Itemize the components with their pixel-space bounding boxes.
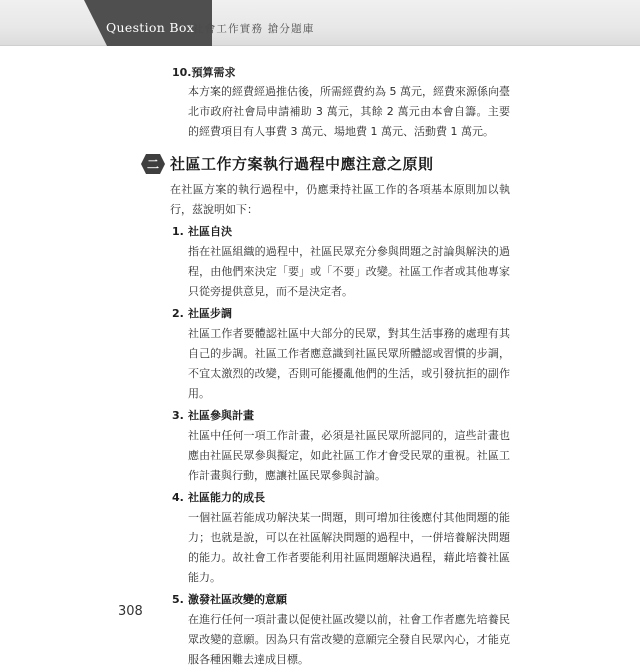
page-content (146, 64, 510, 670)
principle-number: 5. (172, 593, 184, 606)
principle-number: 3. (172, 409, 184, 422)
principle-number: 1. (172, 225, 184, 238)
budget-body: 本方案的經費經過推估後，所需經費約為 5 萬元，經費來源係向臺北市政府社會局申請補助 3 萬元，其餘 2 萬元由本會自籌。主要的經費項目有人事費 3 萬元、場地費 1 萬元、活動費 1 萬元。 (188, 85, 510, 138)
section-title: 社區工作方案執行過程中應注意之原則 (170, 155, 434, 173)
principle-title (172, 590, 510, 610)
principle-title-text: 社區步調 (188, 307, 232, 320)
book-title: 社會工作實務 搶分題庫 (193, 23, 315, 35)
principle-item (150, 406, 510, 486)
principle-item (150, 222, 510, 302)
page-number: 308 (118, 604, 143, 619)
header-divider (0, 45, 640, 46)
principle-number: 2. (172, 307, 184, 320)
section-badge-shape (141, 154, 165, 174)
section-lead: 在社區方案的執行過程中，仍應秉持社區工作的各項基本原則加以執行，茲說明如下： (170, 183, 510, 216)
principle-item (150, 590, 510, 670)
principle-title (172, 222, 510, 242)
principle-title (172, 488, 510, 508)
principle-body: 指在社區組織的過程中，社區民眾充分參與問題之討論與解決的過程，由他們來決定「要」或「不要」改變。社區工作者或其他專家只從旁提供意見，而不是決定者。 (188, 245, 510, 298)
principle-number: 4. (172, 491, 184, 504)
section-heading (146, 152, 510, 178)
principle-item (150, 488, 510, 588)
principle-body: 社區中任何一項工作計畫，必須是社區民眾所認同的，這些計畫也應由社區民眾參與擬定，如此社區工作才會受民眾的重視。社區工作計畫與行動，應讓社區民眾參與討論。 (188, 429, 510, 482)
section-number-badge (141, 154, 165, 174)
principle-title (172, 406, 510, 426)
principle-body: 社區工作者要體認社區中大部分的民眾，對其生活事務的處理有其自己的步調。社區工作者應意識到社區民眾所體認或習慣的步調，不宜太激烈的改變，否則可能擾亂他們的生活，或引發抗拒的副作用。 (188, 327, 510, 400)
principle-body: 一個社區若能成功解決某一問題，則可增加往後應付其他問題的能力；也就是說，可以在社區解決問題的過程中，一併培養解決問題的能力。故社會工作者要能利用社區問題解決過程，藉此培養社區能力。 (188, 511, 510, 584)
budget-heading: 10.預算需求 (172, 66, 236, 79)
budget-block (150, 64, 510, 142)
principle-title-text: 社區自決 (188, 225, 232, 238)
principle-body: 在進行任何一項計畫以促使社區改變以前，社會工作者應先培養民眾改變的意願。因為只有當改變的意願完全發自民眾內心，才能克服各種困難去達成目標。 (188, 613, 510, 666)
principle-title-text: 激發社區改變的意願 (188, 593, 287, 606)
question-box-label: Question Box (106, 20, 195, 35)
section-badge-text: 二 (146, 157, 160, 172)
principle-title-text: 社區參與計畫 (188, 409, 254, 422)
principle-item (150, 304, 510, 404)
principle-title (172, 304, 510, 324)
principle-title-text: 社區能力的成長 (188, 491, 265, 504)
